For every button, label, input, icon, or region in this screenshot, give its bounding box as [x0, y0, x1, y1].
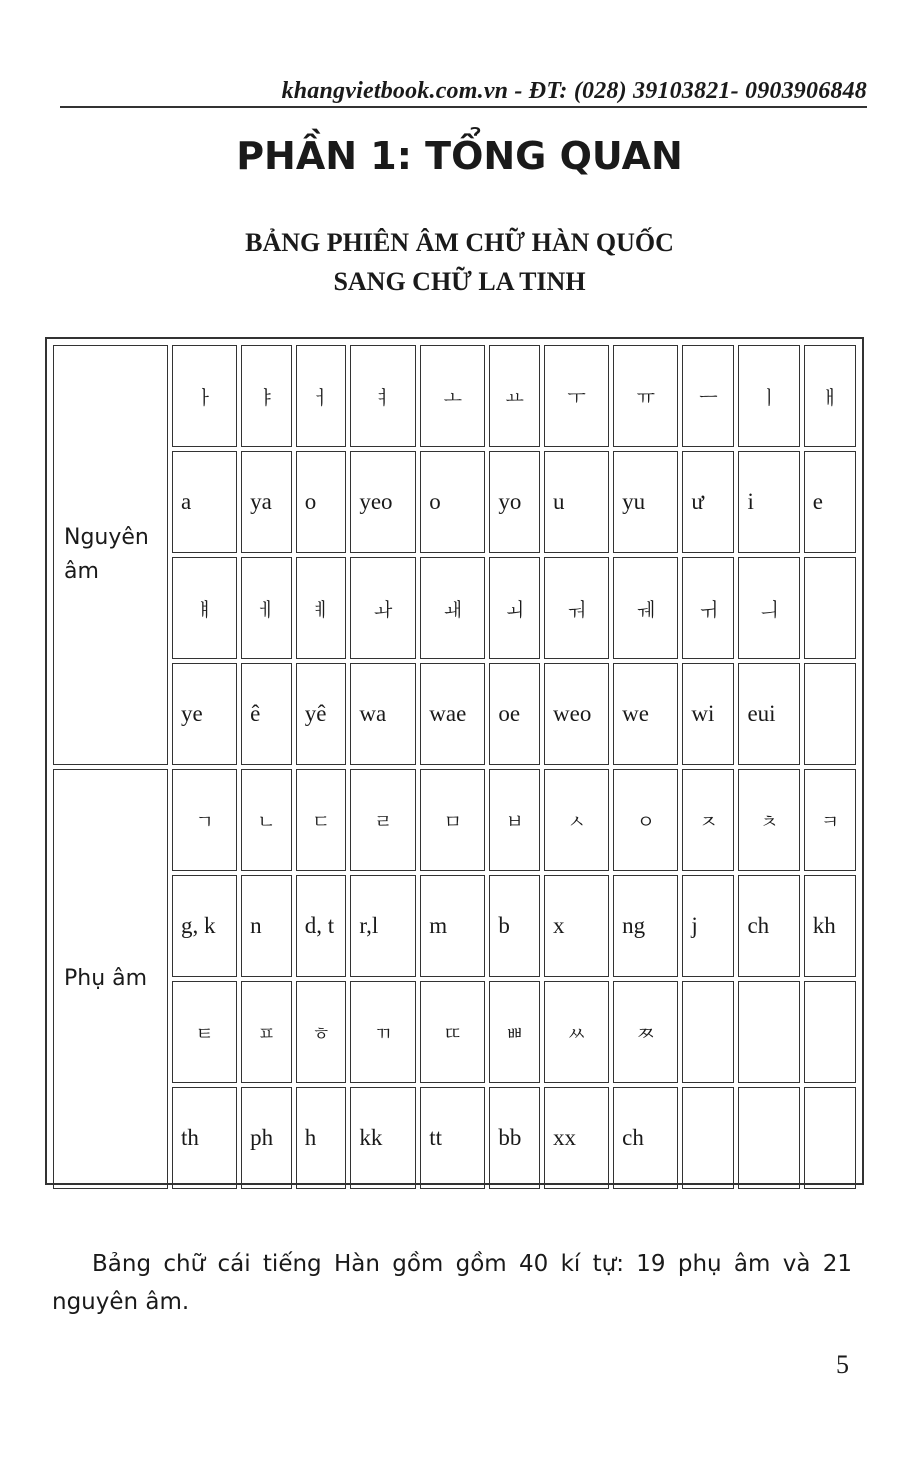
latin-cell: o [420, 451, 485, 553]
latin-cell [804, 1087, 856, 1189]
hangul-cell [804, 557, 856, 659]
latin-cell: ng [613, 875, 678, 977]
transliteration-table-frame [45, 337, 864, 1185]
latin-cell: tt [420, 1087, 485, 1189]
latin-cell: a [172, 451, 237, 553]
hangul-cell [682, 981, 734, 1083]
hangul-cell: ㅙ [420, 557, 485, 659]
hangul-cell: ㅗ [420, 345, 485, 447]
latin-cell: eui [738, 663, 799, 765]
latin-cell: i [738, 451, 799, 553]
part-title: PHẦN 1: TỔNG QUAN [236, 134, 683, 178]
latin-cell: bb [489, 1087, 540, 1189]
consonants-row [53, 875, 856, 977]
hangul-cell: ㅘ [350, 557, 416, 659]
latin-cell: ê [241, 663, 292, 765]
hangul-cell: ㅞ [613, 557, 678, 659]
latin-cell [738, 1087, 799, 1189]
hangul-cell: ㅣ [738, 345, 799, 447]
hangul-cell: ㅉ [613, 981, 678, 1083]
hangul-cell: ㅑ [241, 345, 292, 447]
hangul-cell: ㄹ [350, 769, 416, 871]
transliteration-table [49, 341, 860, 1193]
latin-cell: th [172, 1087, 237, 1189]
latin-cell: r,l [350, 875, 416, 977]
latin-cell: we [613, 663, 678, 765]
latin-cell: o [296, 451, 347, 553]
latin-cell: wa [350, 663, 416, 765]
hangul-cell: ㅏ [172, 345, 237, 447]
latin-cell: ph [241, 1087, 292, 1189]
latin-cell: yê [296, 663, 347, 765]
latin-cell: e [804, 451, 856, 553]
hangul-cell: ㅚ [489, 557, 540, 659]
hangul-cell: ㅝ [544, 557, 609, 659]
table-body [53, 345, 856, 1189]
hangul-cell [738, 981, 799, 1083]
hangul-cell: ㅖ [296, 557, 347, 659]
hangul-cell: ㅒ [172, 557, 237, 659]
consonants-row [53, 981, 856, 1083]
latin-cell: xx [544, 1087, 609, 1189]
vowels-row [53, 345, 856, 447]
hangul-cell: ㅌ [172, 981, 237, 1083]
hangul-cell: ㅓ [296, 345, 347, 447]
latin-cell: x [544, 875, 609, 977]
hangul-cell: ㅔ [241, 557, 292, 659]
header-text: khangvietbook.com.vn - ĐT: (028) 39103821- 0903906848 [281, 78, 867, 104]
hangul-cell: ㅡ [682, 345, 734, 447]
hangul-cell: ㅁ [420, 769, 485, 871]
latin-cell: h [296, 1087, 347, 1189]
table-title-line2: SANG CHỮ LA TINH [333, 267, 586, 296]
page-number: 5 [836, 1350, 849, 1379]
latin-cell: yu [613, 451, 678, 553]
hangul-cell: ㅠ [613, 345, 678, 447]
latin-cell: kk [350, 1087, 416, 1189]
latin-cell: b [489, 875, 540, 977]
latin-cell: m [420, 875, 485, 977]
body-paragraph: Bảng chữ cái tiếng Hàn gồm gồm 40 kí tự: 19 phụ âm và 21 nguyên âm. [52, 1251, 852, 1315]
hangul-cell: ㄷ [296, 769, 347, 871]
latin-cell: j [682, 875, 734, 977]
hangul-cell: ㅟ [682, 557, 734, 659]
latin-cell: ye [172, 663, 237, 765]
page-header [60, 76, 867, 108]
hangul-cell: ㄴ [241, 769, 292, 871]
hangul-cell: ㅊ [738, 769, 799, 871]
consonants-group-label: Phụ âm [53, 769, 168, 1189]
hangul-cell: ㅛ [489, 345, 540, 447]
latin-cell [804, 663, 856, 765]
vowels-row [53, 663, 856, 765]
latin-cell: d, t [296, 875, 347, 977]
hangul-cell: ㅋ [804, 769, 856, 871]
hangul-cell: ㅅ [544, 769, 609, 871]
hangul-cell: ㄲ [350, 981, 416, 1083]
hangul-cell: ㅢ [738, 557, 799, 659]
hangul-cell: ㅇ [613, 769, 678, 871]
latin-cell: yo [489, 451, 540, 553]
latin-cell: wi [682, 663, 734, 765]
hangul-cell: ㅐ [804, 345, 856, 447]
latin-cell: ch [738, 875, 799, 977]
hangul-cell: ㅈ [682, 769, 734, 871]
consonants-row [53, 1087, 856, 1189]
vowels-row [53, 557, 856, 659]
latin-cell: ya [241, 451, 292, 553]
hangul-cell: ㅆ [544, 981, 609, 1083]
hangul-cell: ㄱ [172, 769, 237, 871]
hangul-cell: ㅍ [241, 981, 292, 1083]
hangul-cell: ㅂ [489, 769, 540, 871]
hangul-cell: ㅕ [350, 345, 416, 447]
table-title-line1: BẢNG PHIÊN ÂM CHỮ HÀN QUỐC [245, 228, 674, 257]
hangul-cell: ㄸ [420, 981, 485, 1083]
latin-cell [682, 1087, 734, 1189]
vowels-row [53, 451, 856, 553]
hangul-cell: ㅎ [296, 981, 347, 1083]
latin-cell: yeo [350, 451, 416, 553]
latin-cell: ch [613, 1087, 678, 1189]
latin-cell: oe [489, 663, 540, 765]
latin-cell: g, k [172, 875, 237, 977]
consonants-row [53, 769, 856, 871]
latin-cell: u [544, 451, 609, 553]
latin-cell: weo [544, 663, 609, 765]
latin-cell: wae [420, 663, 485, 765]
hangul-cell [804, 981, 856, 1083]
hangul-cell: ㅜ [544, 345, 609, 447]
latin-cell: kh [804, 875, 856, 977]
vowels-group-label: Nguyên âm [53, 345, 168, 765]
hangul-cell: ㅃ [489, 981, 540, 1083]
latin-cell: ư [682, 451, 734, 553]
latin-cell: n [241, 875, 292, 977]
